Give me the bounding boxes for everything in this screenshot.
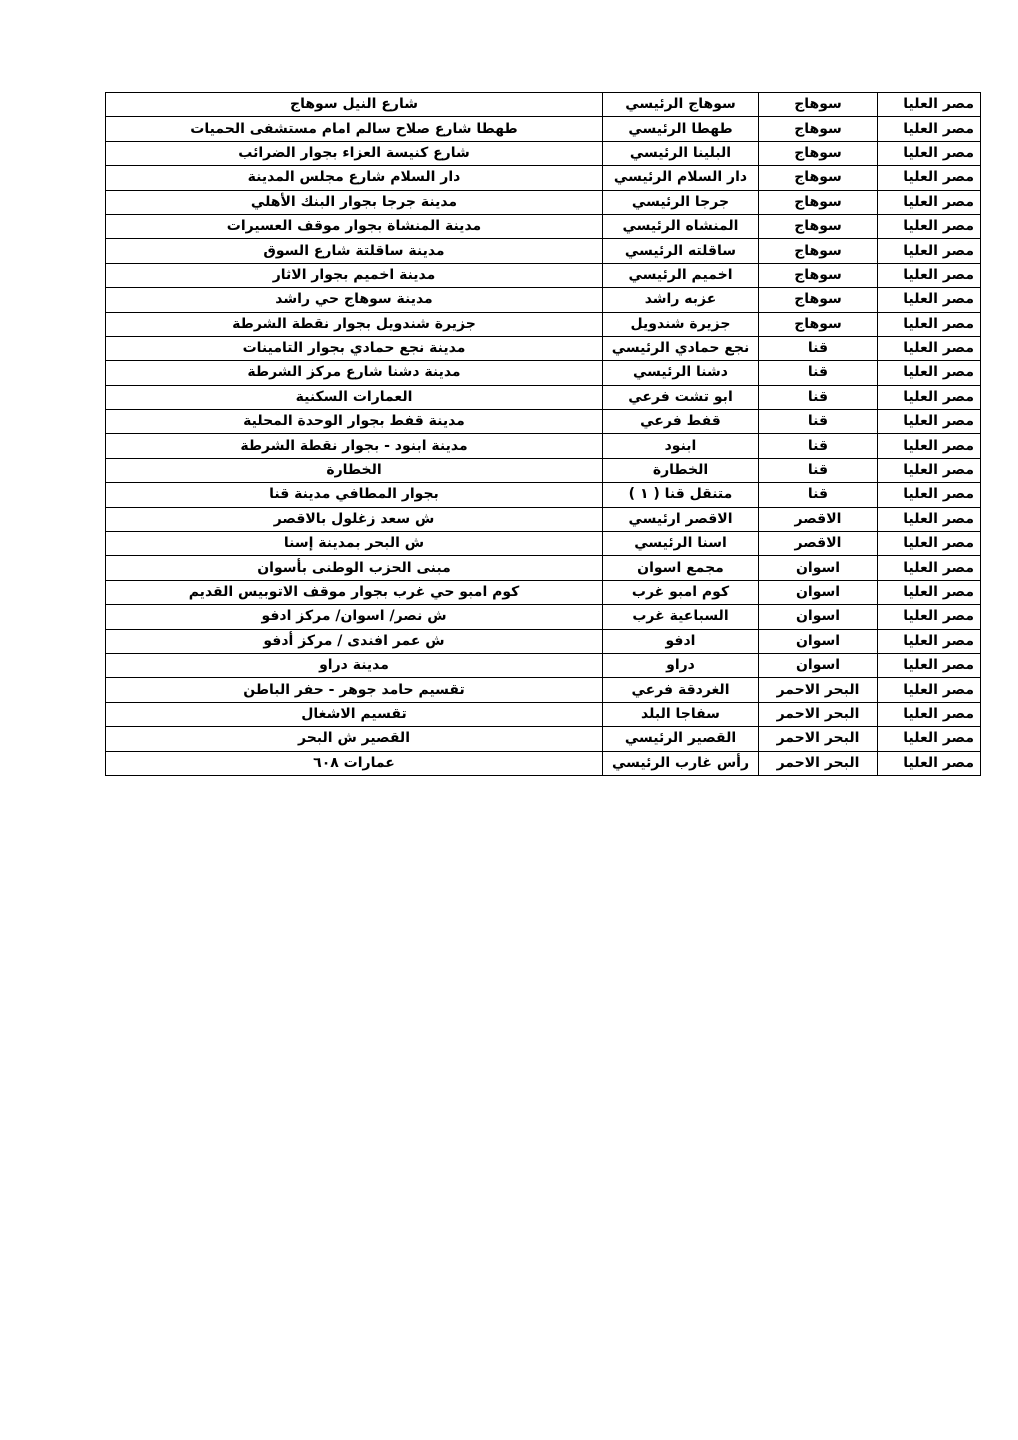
cell-office: عزبه راشد [603, 288, 759, 312]
cell-office: اسنا الرئيسي [603, 532, 759, 556]
cell-address: عمارات ٦٠٨ [106, 751, 603, 775]
cell-address: مدينة ابنود - بجوار نقطة الشرطة [106, 434, 603, 458]
cell-office: الغردقة فرعي [603, 678, 759, 702]
table-row [106, 434, 981, 458]
table-row [106, 214, 981, 238]
cell-address: الخطارة [106, 458, 603, 482]
table-row [106, 141, 981, 165]
cell-address: جزيرة شندويل بجوار نقطة الشرطة [106, 312, 603, 336]
cell-address: مدينة جرجا بجوار البنك الأهلي [106, 190, 603, 214]
cell-region: مصر العليا [878, 727, 981, 751]
cell-office: متنقل قنا ( ١ ) [603, 483, 759, 507]
cell-governorate: اسوان [759, 605, 878, 629]
cell-office: القصير الرئيسي [603, 727, 759, 751]
table-row [106, 190, 981, 214]
table-row [106, 702, 981, 726]
table-body [106, 93, 981, 776]
table-row [106, 483, 981, 507]
table-row [106, 288, 981, 312]
cell-address: كوم امبو حي غرب بجوار موقف الاتوبيس القديم [106, 580, 603, 604]
cell-office: سفاجا البلد [603, 702, 759, 726]
cell-region: مصر العليا [878, 166, 981, 190]
cell-address: مدينة سوهاج حي راشد [106, 288, 603, 312]
cell-office: دراو [603, 653, 759, 677]
cell-region: مصر العليا [878, 702, 981, 726]
cell-office: جزيرة شندويل [603, 312, 759, 336]
cell-address: مدينة قفط بجوار الوحدة المحلية [106, 410, 603, 434]
cell-address: طهطا شارع صلاح سالم امام مستشفى الحميات [106, 117, 603, 141]
cell-region: مصر العليا [878, 605, 981, 629]
cell-region: مصر العليا [878, 751, 981, 775]
cell-region: مصر العليا [878, 190, 981, 214]
table-row [106, 751, 981, 775]
cell-office: مجمع اسوان [603, 556, 759, 580]
cell-office: كوم امبو غرب [603, 580, 759, 604]
cell-governorate: قنا [759, 434, 878, 458]
table-row [106, 458, 981, 482]
table-row [106, 605, 981, 629]
cell-region: مصر العليا [878, 214, 981, 238]
cell-office: ادفو [603, 629, 759, 653]
cell-office: طهطا الرئيسي [603, 117, 759, 141]
cell-address: ش عمر افندى / مركز أدفو [106, 629, 603, 653]
cell-region: مصر العليا [878, 263, 981, 287]
table-row [106, 629, 981, 653]
cell-office: اخميم الرئيسي [603, 263, 759, 287]
cell-governorate: الاقصر [759, 507, 878, 531]
cell-address: القصير ش البحر [106, 727, 603, 751]
cell-region: مصر العليا [878, 410, 981, 434]
cell-governorate: سوهاج [759, 141, 878, 165]
cell-office: السباعية غرب [603, 605, 759, 629]
cell-region: مصر العليا [878, 141, 981, 165]
cell-governorate: سوهاج [759, 312, 878, 336]
cell-governorate: سوهاج [759, 263, 878, 287]
cell-office: دار السلام الرئيسي [603, 166, 759, 190]
cell-governorate: اسوان [759, 629, 878, 653]
cell-governorate: البحر الاحمر [759, 727, 878, 751]
cell-office: قفط فرعي [603, 410, 759, 434]
cell-governorate: سوهاج [759, 214, 878, 238]
cell-address: مدينة ساقلتة شارع السوق [106, 239, 603, 263]
cell-address: مدينة اخميم بجوار الاثار [106, 263, 603, 287]
cell-governorate: قنا [759, 410, 878, 434]
cell-region: مصر العليا [878, 629, 981, 653]
cell-region: مصر العليا [878, 507, 981, 531]
table-row [106, 507, 981, 531]
table-row [106, 166, 981, 190]
cell-address: العمارات السكنية [106, 385, 603, 409]
table-row [106, 312, 981, 336]
cell-region: مصر العليا [878, 483, 981, 507]
cell-governorate: البحر الاحمر [759, 702, 878, 726]
table-row [106, 653, 981, 677]
cell-office: ساقلته الرئيسي [603, 239, 759, 263]
table-row [106, 117, 981, 141]
cell-region: مصر العليا [878, 93, 981, 117]
cell-office: جرجا الرئيسي [603, 190, 759, 214]
cell-region: مصر العليا [878, 336, 981, 360]
cell-address: مدينة دشنا شارع مركز الشرطة [106, 361, 603, 385]
cell-office: ابو تشت فرعي [603, 385, 759, 409]
cell-governorate: قنا [759, 458, 878, 482]
table-row [106, 93, 981, 117]
cell-region: مصر العليا [878, 434, 981, 458]
cell-address: بجوار المطافي مدينة قنا [106, 483, 603, 507]
cell-governorate: سوهاج [759, 288, 878, 312]
table-row [106, 580, 981, 604]
table-row [106, 361, 981, 385]
cell-region: مصر العليا [878, 385, 981, 409]
cell-address: شارع النيل سوهاج [106, 93, 603, 117]
cell-address: تقسيم حامد جوهر - حفر الباطن [106, 678, 603, 702]
cell-governorate: قنا [759, 483, 878, 507]
cell-governorate: سوهاج [759, 166, 878, 190]
cell-region: مصر العليا [878, 312, 981, 336]
cell-address: مدينة دراو [106, 653, 603, 677]
cell-governorate: قنا [759, 385, 878, 409]
cell-office: نجع حمادي الرئيسي [603, 336, 759, 360]
cell-office: دشنا الرئيسي [603, 361, 759, 385]
cell-office: رأس غارب الرئيسي [603, 751, 759, 775]
offices-table [105, 92, 981, 776]
cell-governorate: سوهاج [759, 190, 878, 214]
cell-region: مصر العليا [878, 288, 981, 312]
table-row [106, 556, 981, 580]
cell-region: مصر العليا [878, 653, 981, 677]
table-row [106, 385, 981, 409]
table-row [106, 263, 981, 287]
cell-region: مصر العليا [878, 580, 981, 604]
cell-address: ش البحر بمدينة إسنا [106, 532, 603, 556]
cell-address: شارع كنيسة العزاء بجوار الضرائب [106, 141, 603, 165]
cell-region: مصر العليا [878, 458, 981, 482]
cell-governorate: البحر الاحمر [759, 751, 878, 775]
cell-governorate: اسوان [759, 653, 878, 677]
cell-office: الخطارة [603, 458, 759, 482]
table-row [106, 532, 981, 556]
table-row [106, 727, 981, 751]
cell-region: مصر العليا [878, 532, 981, 556]
cell-governorate: سوهاج [759, 239, 878, 263]
cell-address: تقسيم الاشغال [106, 702, 603, 726]
table-row [106, 678, 981, 702]
cell-address: دار السلام شارع مجلس المدينة [106, 166, 603, 190]
table-row [106, 239, 981, 263]
cell-address: مبنى الحزب الوطنى بأسوان [106, 556, 603, 580]
cell-office: ابنود [603, 434, 759, 458]
cell-region: مصر العليا [878, 117, 981, 141]
cell-governorate: اسوان [759, 556, 878, 580]
cell-governorate: اسوان [759, 580, 878, 604]
cell-governorate: سوهاج [759, 117, 878, 141]
cell-address: مدينة المنشاة بجوار موقف العسيرات [106, 214, 603, 238]
cell-address: ش نصر/ اسوان/ مركز ادفو [106, 605, 603, 629]
table-row [106, 410, 981, 434]
cell-governorate: قنا [759, 336, 878, 360]
cell-region: مصر العليا [878, 239, 981, 263]
table-row [106, 336, 981, 360]
cell-address: ش سعد زغلول بالاقصر [106, 507, 603, 531]
cell-region: مصر العليا [878, 678, 981, 702]
cell-address: مدينة نجع حمادي بجوار التامينات [106, 336, 603, 360]
cell-governorate: قنا [759, 361, 878, 385]
cell-governorate: البحر الاحمر [759, 678, 878, 702]
cell-region: مصر العليا [878, 556, 981, 580]
cell-office: سوهاج الرئيسي [603, 93, 759, 117]
cell-office: المنشاه الرئيسي [603, 214, 759, 238]
cell-governorate: الاقصر [759, 532, 878, 556]
cell-governorate: سوهاج [759, 93, 878, 117]
cell-office: البلينا الرئيسي [603, 141, 759, 165]
cell-region: مصر العليا [878, 361, 981, 385]
cell-office: الاقصر ارئيسي [603, 507, 759, 531]
